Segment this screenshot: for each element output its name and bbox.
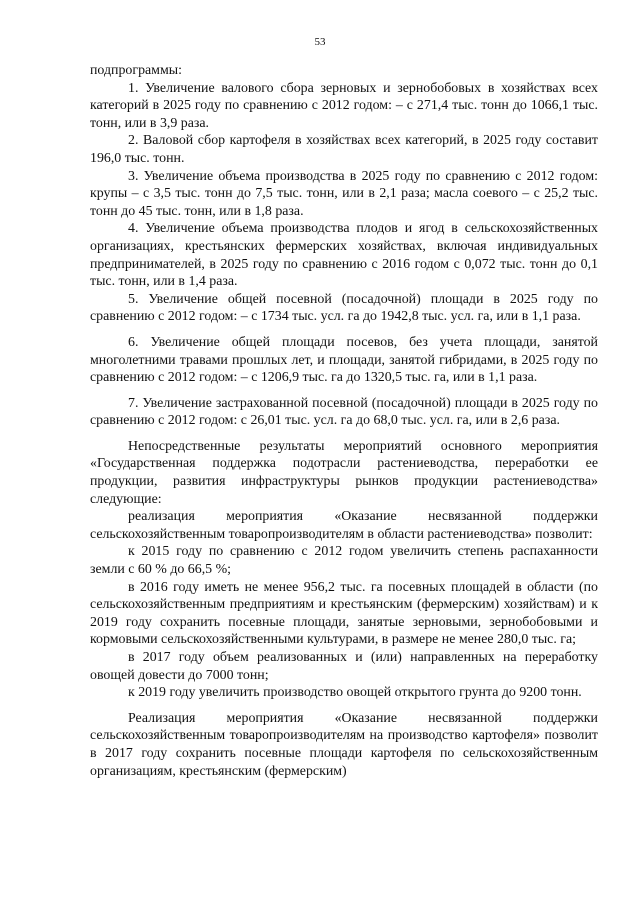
paragraph-intro: подпрограммы:	[90, 63, 182, 78]
paragraph-result-open-ground-vegetables: к 2019 году увеличить производство овощей открытого грунта до 9200 тонн.	[128, 685, 582, 701]
paragraph-item-6: 6. Увеличение общей площади посевов, без учета площади, занятой многолетними травами прошлых лет, и площади, занятой гибридами, в 2025 году по сравнению с 2012 годом: – с 1206,9 тыс. га до 1320,5 тыс. га, или в 1,1 раза.	[90, 334, 598, 386]
paragraph-measure-unrelated-support: реализация мероприятия «Оказание несвязанной поддержки сельскохозяйственным товаропроизводителям в области растениеводства» позволит:	[90, 509, 598, 542]
paragraph-result-plowing: к 2015 году по сравнению с 2012 годом увеличить степень распаханности земли с 60 % до 66,5 %;	[90, 544, 598, 578]
paragraph-result-sown-areas: в 2016 году иметь не менее 956,2 тыс. га посевных площадей в области (по сельскохозяйственным предприятиям и крестьянским (фермерским) хозяйствам) и к 2019 году сохранить посевные площади, занятые зерновыми, зернобобовыми и кормовыми сельскохозяйственными культурами, в размере не менее 280,0 тыс. га;	[90, 579, 598, 648]
paragraph-result-vegetables-processing: в 2017 году объем реализованных и (или) направленных на переработку овощей довести до 7000 тонн;	[90, 650, 598, 683]
document-body	[90, 62, 598, 780]
paragraph-item-3: 3. Увеличение объема производства в 2025 году по сравнению с 2012 годом: крупы – с 3,5 тыс. тонн до 7,5 тыс. тонн, или в 2,1 раза; масла соевого – с 25,2 тыс. тонн до 45 тыс. тонн, или в 1,8 раза.	[90, 168, 598, 219]
paragraph-measure-potato-support: Реализация мероприятия «Оказание несвязанной поддержки сельскохозяйственным товаропроизводителям на производство картофеля» позволит в 2017 году сохранить посевные площади картофеля по сельскохозяйственным организациям, крестьянским (фермерским)	[90, 710, 598, 779]
paragraph-item-2: 2. Валовой сбор картофеля в хозяйствах всех категорий, в 2025 году составит 196,0 тыс. тонн.	[90, 133, 598, 166]
paragraph-item-1: 1. Увеличение валового сбора зерновых и зернобобовых в хозяйствах всех категорий в 2025 году по сравнению с 2012 годом: – с 271,4 тыс. тонн до 1066,1 тыс. тонн, или в 3,9 раза.	[90, 80, 598, 131]
paragraph-direct-results: Непосредственные результаты мероприятий основного мероприятия «Государственная поддержка подотрасли растениеводства, переработки ее продукции, развития инфраструктуры рынков продукции растениеводства» следующие:	[90, 438, 598, 507]
paragraph-item-4: 4. Увеличение объема производства плодов и ягод в сельскохозяйственных организациях, крестьянских фермерских хозяйствах, включая индивидуальных предпринимателей, в 2025 году по сравнению с 2016 годом с 0,072 тыс. тонн до 0,1 тыс. тонн, или в 1,4 раза.	[90, 221, 598, 290]
page-number: 53	[314, 36, 326, 48]
paragraph-item-7: 7. Увеличение застрахованной посевной (посадочной) площади в 2025 году по сравнению с 2012 годом: с 26,01 тыс. усл. га до 68,0 тыс. усл. га, или в 2,6 раза.	[90, 395, 598, 429]
paragraph-item-5: 5. Увеличение общей посевной (посадочной) площади в 2025 году по сравнению с 2012 годом: – с 1734 тыс. усл. га до 1942,8 тыс. усл. га, или в 1,1 раза.	[90, 291, 598, 325]
